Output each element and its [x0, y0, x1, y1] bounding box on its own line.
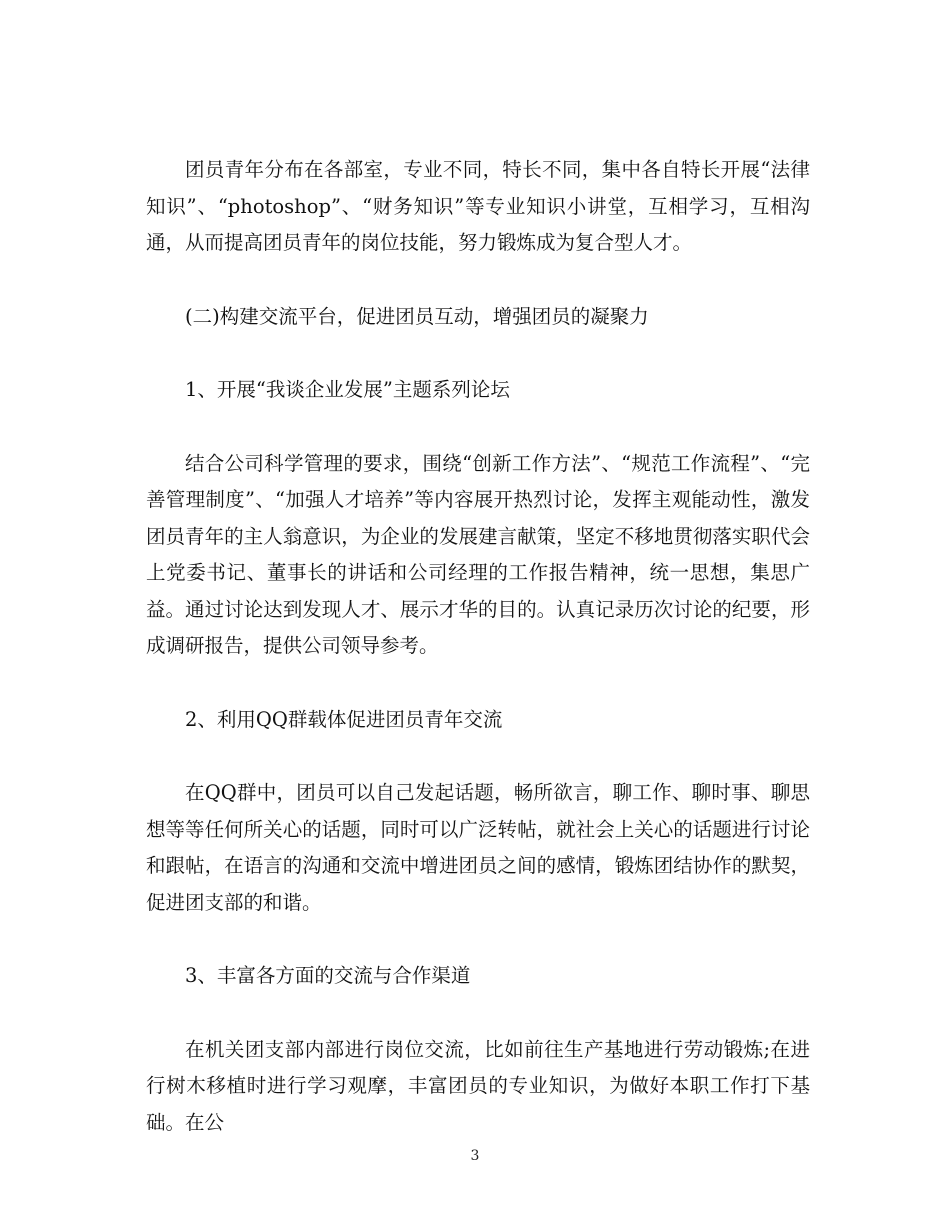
subheading-exchange-channels: 3、丰富各方面的交流与合作渠道 [185, 964, 471, 987]
paragraph-spacer [146, 409, 810, 446]
document-body [146, 152, 810, 1141]
paragraph-spacer [146, 335, 810, 372]
subheading-qq-group: 2、利用QQ群载体促进团员青年交流 [185, 707, 503, 731]
paragraph-qq-group: 在QQ群中，团员可以自己发起话题，畅所欲言，聊工作、聊时事、聊思想等等任何所关心的话题，同时可以广泛转帖，就社会上关心的话题进行讨论和跟帖，在语言的沟通和交流中增进团员之间的感情，锻炼团结协作的默契，促进团支部的和谐。 [146, 781, 810, 914]
paragraph-exchange-channels: 在机关团支部内部进行岗位交流，比如前往生产基地进行劳动锻炼;在进行树木移植时进行学习观摩，丰富团员的专业知识，为做好本职工作打下基础。在公 [146, 1037, 810, 1134]
paragraph-forum: 结合公司科学管理的要求，围绕“创新工作方法”、“规范工作流程”、“完善管理制度”、“加强人才培养”等内容展开热烈讨论，发挥主观能动性，激发团员青年的主人翁意识，为企业的发展建言献策，坚定不移地贯彻落实职代会上党委书记、董事长的讲话和公司经理的工作报告精神，统一思想，集思广益。通过讨论达到发现人才、展示才华的目的。认真记录历次讨论的纪要，形成调研报告，提供公司领导参考。 [146, 451, 810, 657]
paragraph-spacer [146, 921, 810, 958]
page-number: 3 [470, 1148, 480, 1164]
section-heading-communication-platform: (二)构建交流平台，促进团员互动，增强团员的凝聚力 [185, 304, 649, 328]
paragraph-spacer [146, 738, 810, 775]
paragraph-spacer [146, 262, 810, 299]
paragraph-spacer [146, 995, 810, 1032]
paragraph-spacer [146, 665, 810, 702]
subheading-forum: 1、开展“我谈企业发展”主题系列论坛 [185, 378, 510, 401]
paragraph-skills-training: 团员青年分布在各部室，专业不同，特长不同，集中各自特长开展“法律知识”、“photoshop”、“财务知识”等专业知识小讲堂，互相学习，互相沟通，从而提高团员青年的岗位技能，努力锻炼成为复合型人才。 [146, 158, 810, 254]
